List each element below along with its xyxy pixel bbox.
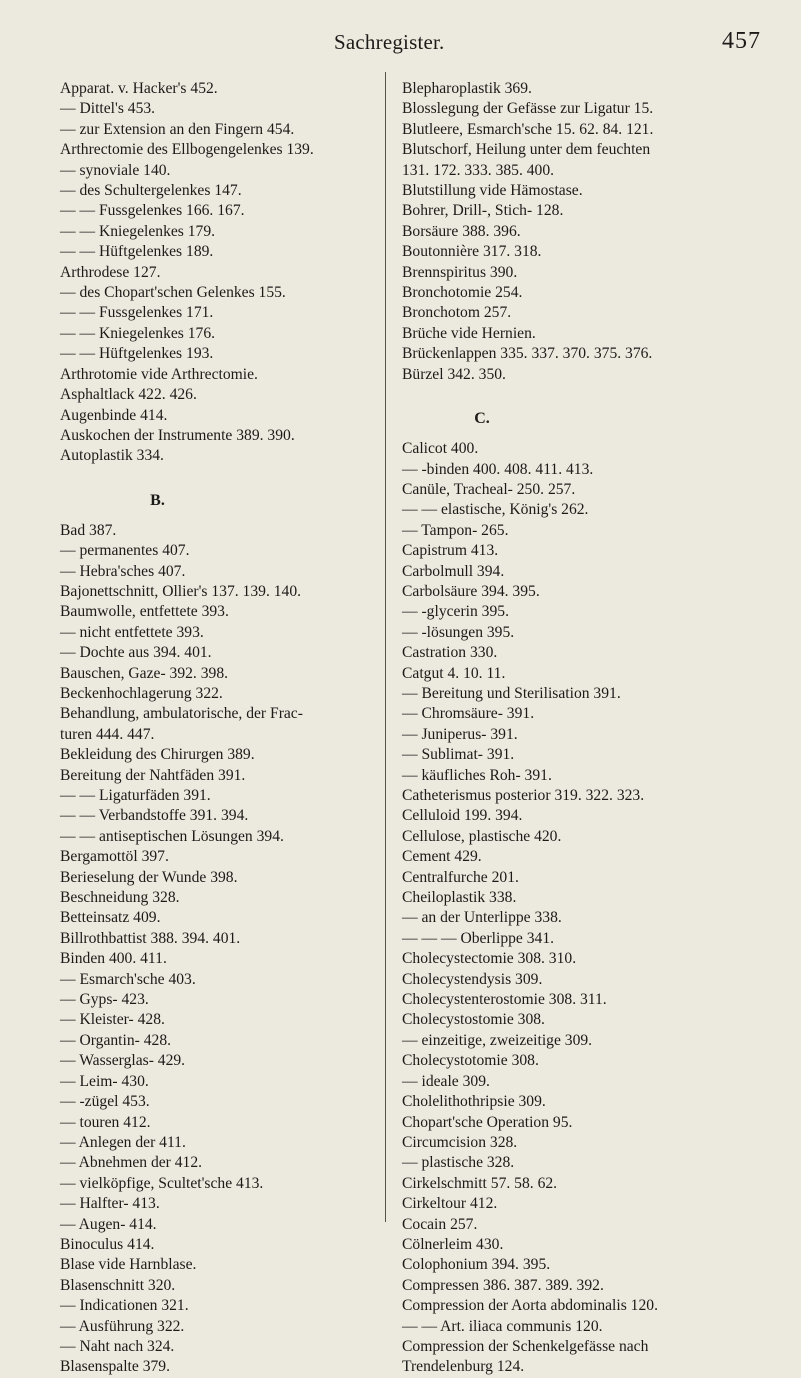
index-entry: 131. 172. 333. 385. 400. — [402, 161, 555, 179]
index-entry: — des Chopart'schen Gelenkes 155. — [60, 284, 286, 302]
index-entry: — Tampon- 265. — [402, 521, 509, 539]
index-entry: — -lösungen 395. — [402, 623, 515, 641]
index-entry: — — antiseptischen Lösungen 394. — [60, 827, 284, 845]
index-entry: — einzeitige, zweizeitige 309. — [402, 1031, 593, 1049]
index-entry: — — Kniegelenkes 176. — [60, 324, 216, 342]
section-letter: B. — [150, 491, 165, 509]
right-column — [402, 79, 762, 1378]
index-entry: Blutschorf, Heilung unter dem feuchten — [402, 141, 651, 159]
index-entry: Centralfurche 201. — [402, 868, 519, 886]
index-entry: — des Schultergelenkes 147. — [60, 182, 242, 200]
index-entry: — vielköpfige, Scultet'sche 413. — [60, 1174, 264, 1192]
index-entry: Cement 429. — [402, 848, 482, 866]
index-entry: turen 444. 447. — [60, 725, 155, 743]
index-entry: Binoculus 414. — [60, 1235, 155, 1253]
index-entry: — Ausführung 322. — [60, 1317, 185, 1335]
index-entry: — synoviale 140. — [60, 161, 171, 179]
index-entry: — -glycerin 395. — [402, 603, 509, 621]
page-header — [0, 30, 801, 60]
index-entry: Blasenschnitt 320. — [60, 1276, 176, 1294]
index-entry: — Chromsäure- 391. — [402, 705, 535, 723]
index-entry: Bajonettschnitt, Ollier's 137. 139. 140. — [60, 582, 302, 600]
index-entry: — Kleister- 428. — [60, 1011, 165, 1029]
index-entry: — — Kniegelenkes 179. — [60, 222, 216, 240]
index-entry: Apparat. v. Hacker's 452. — [60, 80, 218, 97]
index-entry: — touren 412. — [60, 1113, 151, 1131]
index-entry: Catgut 4. 10. 11. — [402, 664, 506, 682]
index-entry: Catheterismus posterior 319. 322. 323. — [402, 787, 645, 804]
index-entry: Brückenlappen 335. 337. 370. 375. 376. — [402, 345, 653, 363]
index-entry: — -binden 400. 408. 411. 413. — [402, 460, 594, 478]
index-entry: Betteinsatz 409. — [60, 909, 161, 927]
index-entry: — Halfter- 413. — [60, 1195, 160, 1213]
index-entry: — Abnehmen der 412. — [60, 1154, 203, 1172]
index-entry: Blase vide Harnblase. — [60, 1256, 197, 1274]
index-entry: Blasenspalte 379. — [60, 1358, 171, 1376]
index-entry: Cellulose, plastische 420. — [402, 827, 562, 845]
index-entry: Capistrum 413. — [402, 542, 499, 560]
index-entry: — — Fussgelenkes 171. — [60, 304, 214, 322]
index-entry: Boutonnière 317. 318. — [402, 243, 542, 261]
index-entry: Compression der Aorta abdominalis 120. — [402, 1297, 658, 1315]
index-entry: Blosslegung der Gefässe zur Ligatur 15. — [402, 100, 654, 118]
index-entry: Carbolsäure 394. 395. — [402, 582, 540, 600]
index-entry: — Gyps- 423. — [60, 991, 149, 1009]
index-entry: Blutleere, Esmarch'sche 15. 62. 84. 121. — [402, 120, 654, 138]
index-entry: Cholecystostomie 308. — [402, 1011, 545, 1029]
index-entry: Augenbinde 414. — [60, 406, 168, 424]
index-entry: — — Ligaturfäden 391. — [60, 787, 211, 804]
index-entry: — ideale 309. — [402, 1072, 490, 1090]
index-entry: Bronchotomie 254. — [402, 284, 523, 302]
index-entry: — Anlegen der 411. — [60, 1133, 186, 1151]
index-entry: Binden 400. 411. — [60, 950, 167, 968]
index-entry: Cölnerleim 430. — [402, 1235, 504, 1253]
index-entry: — nicht entfettete 393. — [60, 623, 204, 641]
index-entry: — an der Unterlippe 338. — [402, 909, 562, 927]
index-entry: — — Hüftgelenkes 193. — [60, 345, 214, 363]
index-entry: Beckenhochlagerung 322. — [60, 684, 223, 702]
index-entry: Calicot 400. — [402, 440, 479, 458]
index-entry: Arthrectomie des Ellbogengelenkes 139. — [60, 141, 314, 159]
index-entry: Cholecystectomie 308. 310. — [402, 950, 577, 968]
index-entry: Compression der Schenkelgefässe nach — [402, 1337, 649, 1355]
index-entry: — Hebra'sches 407. — [60, 562, 186, 580]
index-entry: Arthrodese 127. — [60, 263, 161, 281]
index-entry: Berieselung der Wunde 398. — [60, 868, 238, 886]
index-entry: — -zügel 453. — [60, 1093, 150, 1111]
index-entry: Arthrotomie vide Arthrectomie. — [60, 365, 258, 383]
index-entry: Canüle, Tracheal- 250. 257. — [402, 480, 576, 498]
index-entry: Brennspiritus 390. — [402, 263, 518, 281]
left-column — [60, 79, 382, 1378]
index-entry: — permanentes 407. — [60, 542, 190, 560]
index-entry: — zur Extension an den Fingern 454. — [60, 120, 295, 138]
running-title: Sachregister. — [334, 30, 445, 54]
index-entry: Cholecystenterostomie 308. 311. — [402, 991, 607, 1009]
index-entry: Cholelithothripsie 309. — [402, 1093, 546, 1111]
index-entry: Bauschen, Gaze- 392. 398. — [60, 664, 229, 682]
index-entry: — käufliches Roh- 391. — [402, 766, 552, 784]
index-entry: Billrothbattist 388. 394. 401. — [60, 929, 241, 947]
index-entry: Cirkeltour 412. — [402, 1195, 498, 1213]
index-entry: — — Art. iliaca communis 120. — [402, 1317, 603, 1335]
index-entry: — plastische 328. — [402, 1154, 515, 1172]
index-entry: — Organtin- 428. — [60, 1031, 172, 1049]
index-entry: Blepharoplastik 369. — [402, 80, 532, 97]
index-entry: — Bereitung und Sterilisation 391. — [402, 684, 621, 702]
index-entry: Asphaltlack 422. 426. — [60, 386, 197, 404]
index-entry: — — Fussgelenkes 166. 167. — [60, 202, 245, 220]
index-entry: — Juniperus- 391. — [402, 725, 518, 743]
section-letter: C. — [474, 410, 490, 428]
index-entry: Cheiloplastik 338. — [402, 889, 517, 907]
index-entry: — Wasserglas- 429. — [60, 1052, 186, 1070]
index-entry: Baumwolle, entfettete 393. — [60, 603, 229, 621]
index-entry: Cholecystendysis 309. — [402, 970, 543, 988]
index-entry: Cholecystotomie 308. — [402, 1052, 539, 1070]
index-entry: — Sublimat- 391. — [402, 746, 515, 764]
index-entry: Compressen 386. 387. 389. 392. — [402, 1276, 604, 1294]
index-entry: Trendelenburg 124. — [402, 1358, 525, 1376]
index-entry: — — Hüftgelenkes 189. — [60, 243, 214, 261]
index-entry: Bereitung der Nahtfäden 391. — [60, 766, 246, 784]
index-entry: Brüche vide Hernien. — [402, 324, 536, 342]
index-entry: Behandlung, ambulatorische, der Frac- — [60, 705, 303, 723]
index-entry: Bürzel 342. 350. — [402, 365, 506, 383]
index-entry: Circumcision 328. — [402, 1133, 518, 1151]
index-entry: — Dittel's 453. — [60, 100, 156, 118]
index-entry: Bronchotom 257. — [402, 304, 512, 322]
index-entry: Autoplastik 334. — [60, 447, 164, 465]
page-number: 457 — [722, 28, 761, 54]
index-entry: — Leim- 430. — [60, 1072, 149, 1090]
index-entry: Carbolmull 394. — [402, 562, 505, 580]
index-entry: Bergamottöl 397. — [60, 848, 169, 866]
index-entry: Castration 330. — [402, 644, 498, 662]
index-entry: Bekleidung des Chirurgen 389. — [60, 746, 255, 764]
index-entry: — Dochte aus 394. 401. — [60, 644, 212, 662]
index-entry: — — — Oberlippe 341. — [402, 929, 555, 947]
index-entry: Bohrer, Drill-, Stich- 128. — [402, 202, 564, 220]
index-entry: Cirkelschmitt 57. 58. 62. — [402, 1174, 558, 1192]
index-entry: Colophonium 394. 395. — [402, 1256, 551, 1274]
index-entry: Borsäure 388. 396. — [402, 222, 521, 240]
index-entry: Cocain 257. — [402, 1215, 478, 1233]
index-entry: Celluloid 199. 394. — [402, 807, 523, 825]
index-entry: — Esmarch'sche 403. — [60, 970, 196, 988]
column-divider — [385, 72, 386, 1222]
index-entry: — Augen- 414. — [60, 1215, 157, 1233]
index-entry: Blutstillung vide Hämostase. — [402, 182, 583, 200]
index-entry: — Naht nach 324. — [60, 1337, 175, 1355]
index-entry: Auskochen der Instrumente 389. 390. — [60, 426, 295, 444]
index-entry: — — elastische, König's 262. — [402, 501, 589, 519]
index-entry: Bad 387. — [60, 521, 117, 539]
index-entry: — Indicationen 321. — [60, 1297, 189, 1315]
index-entry: — — Verbandstoffe 391. 394. — [60, 807, 249, 825]
index-entry: Beschneidung 328. — [60, 889, 180, 907]
index-entry: Chopart'sche Operation 95. — [402, 1113, 573, 1131]
